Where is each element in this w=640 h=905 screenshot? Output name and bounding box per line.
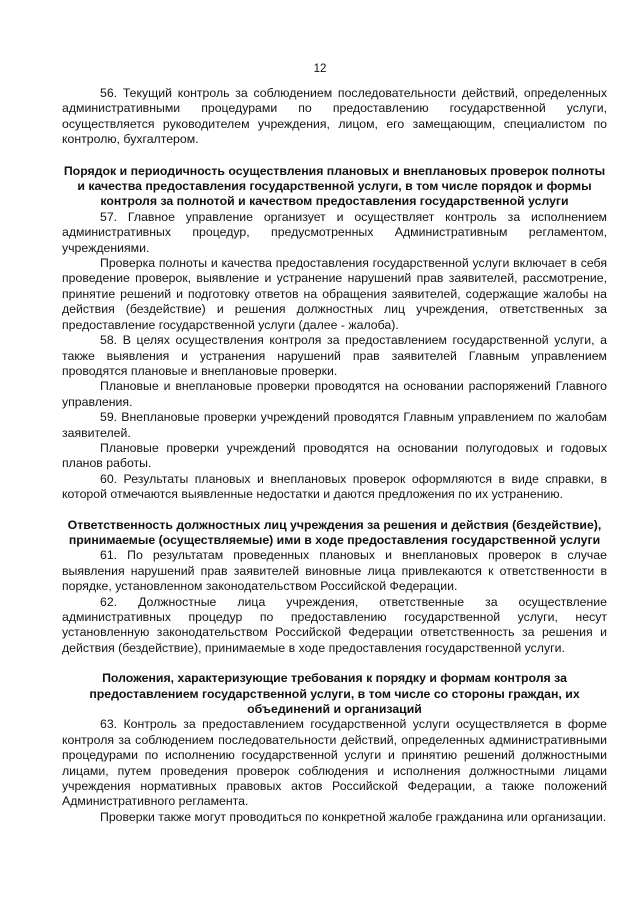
paragraph-60: 60. Результаты плановых и внеплановых проверок оформляются в виде справки, в которой отмечаются выявленные недостатки и даются предложения по их устранению. — [62, 471, 607, 502]
paragraph-58: 58. В целях осуществления контроля за предоставлением государственной услуги, а также выявления и устранения нарушений прав заявителей Главным управлением проводятся плановые и внеплановые проверки. — [62, 333, 607, 378]
paragraph-56: 56. Текущий контроль за соблюдением последовательности действий, определенных административными процедурами по предоставлению государственной услуги, осуществляется руководителем учреждения, лицом, его замещающим, специалистом по контролю, бухгалтером. — [62, 86, 607, 147]
section-heading-responsibility: Ответственность должностных лиц учреждения за решения и действия (бездействие), принимаемые (осуществляемые) ими в ходе предоставления государственной услуги — [67, 517, 602, 547]
section-heading-inspections: Порядок и периодичность осуществления плановых и внеплановых проверок полноты и качества предоставления государственной услуги, в том числе порядок и формы контроля за полнотой и качеством предоставления государственной услуги — [63, 163, 606, 209]
paragraph-57-inspection-scope: Проверка полноты и качества предоставления государственной услуги включает в себя проведение проверок, выявление и устранение нарушений прав заявителей, рассмотрение, принятие решений и подготовку ответов на обращения заявителей, содержащие жалобы на действия (бездействие) и решения должностных лиц учреждения, ответственных за предоставление государственной услуги (далее - жалоба). — [62, 256, 607, 332]
section-heading-control-requirements: Положения, характеризующие требования к порядку и формам контроля за предоставлением государственной услуги, в том числе со стороны граждан, их объединений и организаций — [89, 671, 580, 717]
paragraph-59: 59. Внеплановые проверки учреждений проводятся Главным управлением по жалобам заявителей. — [62, 410, 607, 440]
document-content — [62, 86, 607, 825]
paragraph-63: 63. Контроль за предоставлением государственной услуги осуществляется в форме контроля за соблюдением последовательности действий, определенных административными процедурами по исполнению государственной услуги и принятию решений должностными лицами, путем проведения проверок соблюдения и исполнения должностными лицами учреждения нормативных правовых актов Российской Федерации, а также положений Административного регламента. — [62, 717, 607, 809]
paragraph-58-basis: Плановые и внеплановые проверки проводятся на основании распоряжений Главного управления. — [62, 379, 607, 409]
paragraph-61: 61. По результатам проведенных плановых и внеплановых проверок в случае выявления нарушений прав заявителей виновные лица привлекаются к ответственности в порядке, установленном законодательством Российской Федерации. — [62, 548, 607, 594]
paragraph-59-planned: Плановые проверки учреждений проводятся на основании полугодовых и годовых планов работы. — [62, 440, 607, 471]
paragraph-57: 57. Главное управление организует и осуществляет контроль за исполнением административных процедур, предусмотренных Административным регламентом, учреждениями. — [62, 209, 607, 255]
page-number: 12 — [313, 63, 327, 75]
paragraph-62: 62. Должностные лица учреждения, ответственные за осуществление административных процедур по предоставлению государственной услуги, несут установленную законодательством Российской Федерации ответственность за решения и действия (бездействие), принимаемые в ходе предоставления государственной услуги. — [62, 594, 607, 655]
paragraph-63-complaints: Проверки также могут проводиться по конкретной жалобе гражданина или организации. — [100, 809, 607, 824]
